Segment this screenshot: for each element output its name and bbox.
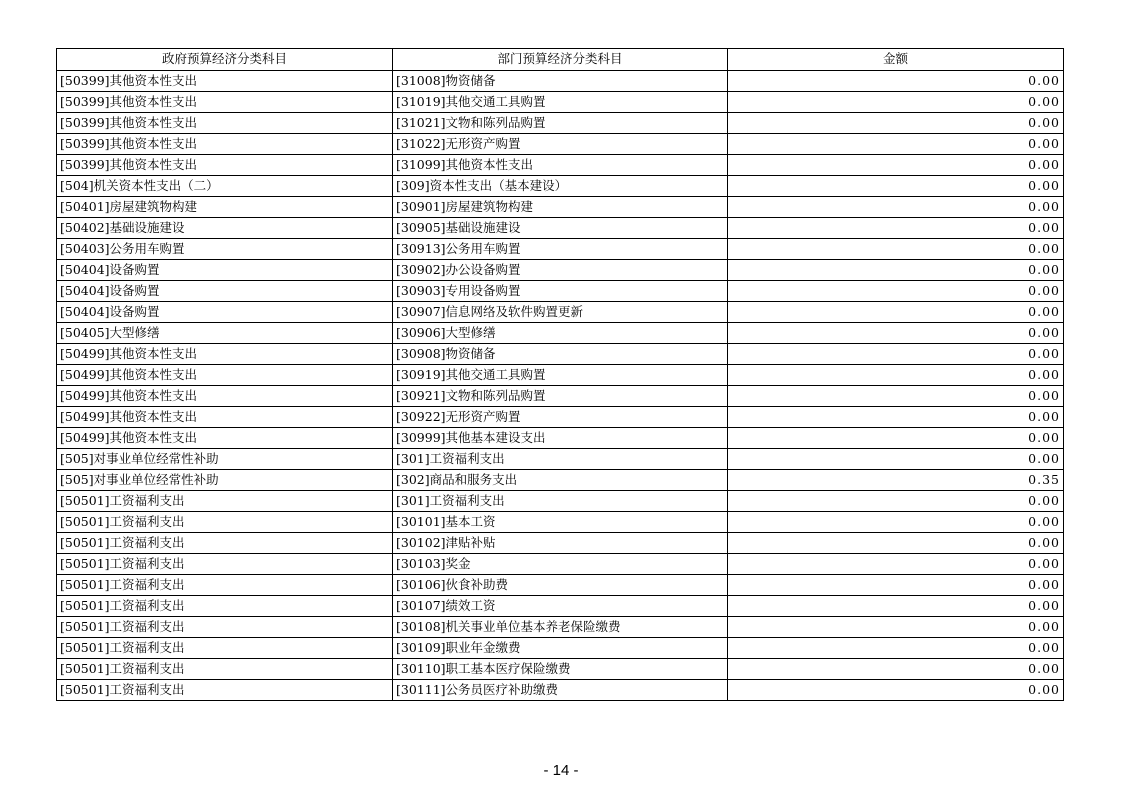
department-classification-cell: [302]商品和服务支出: [393, 469, 728, 490]
amount-cell: 0.00: [728, 553, 1064, 574]
table-row: [57, 532, 1064, 553]
amount-cell: 0.00: [728, 364, 1064, 385]
government-classification-cell: [50399]其他资本性支出: [57, 154, 393, 175]
table-row: [57, 574, 1064, 595]
department-classification-cell: [30906]大型修缮: [393, 322, 728, 343]
amount-cell: 0.00: [728, 490, 1064, 511]
government-classification-cell: [50404]设备购置: [57, 259, 393, 280]
table-row: [57, 70, 1064, 91]
department-classification-cell: [31019]其他交通工具购置: [393, 91, 728, 112]
table-row: [57, 322, 1064, 343]
government-classification-cell: [50501]工资福利支出: [57, 574, 393, 595]
table-row: [57, 553, 1064, 574]
amount-cell: 0.00: [728, 532, 1064, 553]
amount-cell: 0.00: [728, 238, 1064, 259]
amount-cell: 0.00: [728, 511, 1064, 532]
department-classification-cell: [30106]伙食补助费: [393, 574, 728, 595]
government-classification-cell: [50501]工资福利支出: [57, 658, 393, 679]
table-row: [57, 91, 1064, 112]
department-classification-cell: [301]工资福利支出: [393, 490, 728, 511]
amount-cell: 0.00: [728, 658, 1064, 679]
table-row: [57, 238, 1064, 259]
table-row: [57, 385, 1064, 406]
department-classification-cell: [30101]基本工资: [393, 511, 728, 532]
table-row: [57, 217, 1064, 238]
government-classification-cell: [50501]工资福利支出: [57, 637, 393, 658]
amount-cell: 0.00: [728, 385, 1064, 406]
table-row: [57, 343, 1064, 364]
government-classification-cell: [50501]工资福利支出: [57, 616, 393, 637]
table-row: [57, 112, 1064, 133]
department-classification-cell: [30907]信息网络及软件购置更新: [393, 301, 728, 322]
amount-cell: 0.00: [728, 574, 1064, 595]
department-classification-cell: [30109]职业年金缴费: [393, 637, 728, 658]
table-row: [57, 511, 1064, 532]
page-number: - 14 -: [543, 762, 579, 779]
government-classification-cell: [50499]其他资本性支出: [57, 406, 393, 427]
department-classification-cell: [30110]职工基本医疗保险缴费: [393, 658, 728, 679]
department-classification-cell: [30901]房屋建筑物构建: [393, 196, 728, 217]
table-row: [57, 259, 1064, 280]
table-row: [57, 406, 1064, 427]
amount-cell: 0.00: [728, 406, 1064, 427]
government-classification-cell: [50501]工资福利支出: [57, 553, 393, 574]
table-row: [57, 427, 1064, 448]
header-amount: 金额: [728, 49, 1064, 71]
department-classification-cell: [30905]基础设施建设: [393, 217, 728, 238]
department-classification-cell: [30111]公务员医疗补助缴费: [393, 679, 728, 700]
department-classification-cell: [31022]无形资产购置: [393, 133, 728, 154]
government-classification-cell: [505]对事业单位经常性补助: [57, 469, 393, 490]
government-classification-cell: [50401]房屋建筑物构建: [57, 196, 393, 217]
government-classification-cell: [50501]工资福利支出: [57, 679, 393, 700]
amount-cell: 0.00: [728, 595, 1064, 616]
amount-cell: 0.00: [728, 616, 1064, 637]
government-classification-cell: [50404]设备购置: [57, 301, 393, 322]
budget-table-container: [56, 48, 1063, 701]
department-classification-cell: [30903]专用设备购置: [393, 280, 728, 301]
table-row: [57, 154, 1064, 175]
table-row: [57, 658, 1064, 679]
amount-cell: 0.00: [728, 112, 1064, 133]
table-row: [57, 490, 1064, 511]
amount-cell: 0.00: [728, 196, 1064, 217]
department-classification-cell: [30922]无形资产购置: [393, 406, 728, 427]
header-government-classification: 政府预算经济分类科目: [57, 49, 393, 71]
amount-cell: 0.00: [728, 91, 1064, 112]
department-classification-cell: [30108]机关事业单位基本养老保险缴费: [393, 616, 728, 637]
amount-cell: 0.00: [728, 217, 1064, 238]
table-row: [57, 196, 1064, 217]
amount-cell: 0.00: [728, 448, 1064, 469]
department-classification-cell: [30107]绩效工资: [393, 595, 728, 616]
department-classification-cell: [31008]物资储备: [393, 70, 728, 91]
department-classification-cell: [301]工资福利支出: [393, 448, 728, 469]
budget-classification-table: [56, 48, 1064, 701]
government-classification-cell: [50399]其他资本性支出: [57, 112, 393, 133]
department-classification-cell: [31099]其他资本性支出: [393, 154, 728, 175]
department-classification-cell: [31021]文物和陈列品购置: [393, 112, 728, 133]
table-row: [57, 616, 1064, 637]
government-classification-cell: [50404]设备购置: [57, 280, 393, 301]
government-classification-cell: [50501]工资福利支出: [57, 490, 393, 511]
amount-cell: 0.00: [728, 427, 1064, 448]
table-row: [57, 364, 1064, 385]
government-classification-cell: [50402]基础设施建设: [57, 217, 393, 238]
amount-cell: 0.00: [728, 301, 1064, 322]
amount-cell: 0.00: [728, 70, 1064, 91]
government-classification-cell: [50399]其他资本性支出: [57, 133, 393, 154]
table-row: [57, 133, 1064, 154]
table-row: [57, 448, 1064, 469]
amount-cell: 0.00: [728, 343, 1064, 364]
government-classification-cell: [50405]大型修缮: [57, 322, 393, 343]
department-classification-cell: [309]资本性支出（基本建设）: [393, 175, 728, 196]
government-classification-cell: [50499]其他资本性支出: [57, 427, 393, 448]
government-classification-cell: [505]对事业单位经常性补助: [57, 448, 393, 469]
department-classification-cell: [30921]文物和陈列品购置: [393, 385, 728, 406]
department-classification-cell: [30102]津贴补贴: [393, 532, 728, 553]
government-classification-cell: [50501]工资福利支出: [57, 511, 393, 532]
government-classification-cell: [504]机关资本性支出（二）: [57, 175, 393, 196]
department-classification-cell: [30919]其他交通工具购置: [393, 364, 728, 385]
department-classification-cell: [30913]公务用车购置: [393, 238, 728, 259]
amount-cell: 0.00: [728, 154, 1064, 175]
amount-cell: 0.00: [728, 259, 1064, 280]
table-row: [57, 637, 1064, 658]
table-header-row: [57, 49, 1064, 71]
government-classification-cell: [50399]其他资本性支出: [57, 91, 393, 112]
department-classification-cell: [30999]其他基本建设支出: [393, 427, 728, 448]
table-row: [57, 301, 1064, 322]
government-classification-cell: [50501]工资福利支出: [57, 595, 393, 616]
government-classification-cell: [50499]其他资本性支出: [57, 385, 393, 406]
amount-cell: 0.00: [728, 637, 1064, 658]
amount-cell: 0.00: [728, 133, 1064, 154]
government-classification-cell: [50403]公务用车购置: [57, 238, 393, 259]
government-classification-cell: [50399]其他资本性支出: [57, 70, 393, 91]
amount-cell: 0.00: [728, 280, 1064, 301]
department-classification-cell: [30902]办公设备购置: [393, 259, 728, 280]
department-classification-cell: [30908]物资储备: [393, 343, 728, 364]
table-row: [57, 469, 1064, 490]
amount-cell: 0.00: [728, 175, 1064, 196]
government-classification-cell: [50499]其他资本性支出: [57, 364, 393, 385]
amount-cell: 0.00: [728, 679, 1064, 700]
government-classification-cell: [50499]其他资本性支出: [57, 343, 393, 364]
table-row: [57, 679, 1064, 700]
header-department-classification: 部门预算经济分类科目: [393, 49, 728, 71]
table-row: [57, 175, 1064, 196]
amount-cell: 0.35: [728, 469, 1064, 490]
government-classification-cell: [50501]工资福利支出: [57, 532, 393, 553]
table-row: [57, 595, 1064, 616]
table-row: [57, 280, 1064, 301]
amount-cell: 0.00: [728, 322, 1064, 343]
department-classification-cell: [30103]奖金: [393, 553, 728, 574]
